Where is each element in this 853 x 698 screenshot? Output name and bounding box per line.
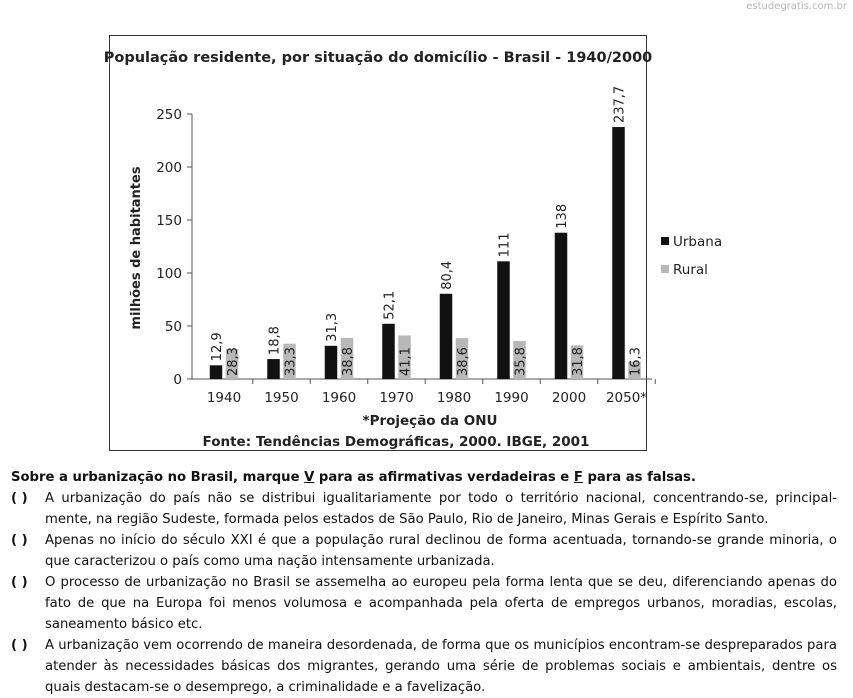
answer-blank-2[interactable]: ( ) [11, 533, 28, 548]
data-label-rural: 16,3 [628, 347, 644, 376]
x-tick-label: 1950 [264, 390, 299, 406]
x-tick-label: 2000 [551, 390, 587, 406]
data-label-urbana: 52,1 [382, 290, 398, 320]
title-part-1: Sobre a urbanização no Brasil, marque [11, 470, 305, 485]
title-v-letter: V [304, 470, 315, 485]
x-tick-label: 1980 [436, 390, 472, 406]
data-label-rural: 33,3 [283, 347, 299, 376]
y-tick-label: 100 [156, 266, 182, 282]
chart-source: Fonte: Tendências Demográficas, 2000. IBGE, 2001 [202, 434, 590, 450]
statement-1 [11, 488, 837, 530]
statement-3 [11, 572, 837, 635]
question-title [11, 467, 837, 488]
data-label-urbana: 18,8 [267, 326, 283, 356]
chart-figure [103, 35, 723, 451]
answer-blank-4[interactable]: ( ) [11, 638, 28, 653]
statement-text-2: Apenas no início do século XXI é que a população rural declinou de forma acentuada, tornando-se grande minoria, o que caracterizou o país como uma nação intensamente urbanizada. [45, 533, 837, 569]
y-tick-label: 200 [156, 160, 182, 176]
legend-label-rural: Rural [673, 262, 708, 278]
bar-urbana [440, 294, 453, 379]
bar-urbana [382, 324, 395, 379]
bar-urbana [612, 127, 625, 379]
legend-swatch-urbana [661, 237, 669, 245]
question-block [11, 467, 837, 698]
data-label-urbana: 31,3 [325, 312, 340, 342]
x-tick-label: 2050* [605, 390, 648, 406]
bar-urbana [555, 233, 568, 379]
data-label-urbana: 138 [555, 203, 570, 229]
data-label-urbana: 111 [497, 232, 513, 258]
y-tick-label: 0 [173, 372, 182, 388]
data-label-rural: 28,3 [226, 347, 241, 376]
statement-2 [11, 530, 837, 572]
y-tick-label: 250 [156, 107, 182, 123]
statement-4 [11, 635, 837, 698]
x-tick-label: 1990 [494, 390, 529, 406]
answer-blank-1[interactable]: ( ) [11, 491, 28, 506]
chart-title: População residente, por situação do domicílio - Brasil - 1940/2000 [103, 50, 653, 66]
statement-text-4: A urbanização vem ocorrendo de maneira desordenada, de forma que os municípios encontram-se despreparados para atender às necessidades básicas dos migrantes, gerando uma série de problemas sociais e ambientais, dentre os quais destacam-se o desemprego, a criminalidade e a favelização. [45, 638, 837, 695]
title-part-2: para as afirmativas verdadeiras e [314, 470, 574, 485]
data-label-urbana: 12,9 [210, 332, 225, 362]
data-label-rural: 41,1 [398, 347, 414, 376]
bar-urbana [497, 261, 510, 379]
bar-urbana [267, 359, 280, 379]
x-tick-label: 1960 [321, 390, 357, 406]
watermark: estudegratis.com.br [746, 1, 847, 12]
x-tick-label: 1940 [206, 390, 242, 406]
data-label-urbana: 80,4 [440, 260, 455, 290]
title-part-3: para as falsas. [582, 470, 696, 485]
legend-swatch-rural [661, 265, 669, 273]
y-tick-label: 50 [164, 319, 182, 335]
statement-text-1: A urbanização do país não se distribui igualitariamente por todo o território nacional, concentrando-se, principal-mente, na região Sudeste, formada pelos estados de São Paulo, Rio de Janeiro, Minas Gerais e Espírito Santo. [45, 491, 837, 527]
data-label-rural: 38,8 [341, 347, 356, 376]
title-f-letter: F [573, 470, 583, 485]
bar-urbana [210, 365, 223, 379]
y-axis-label: milhões de habitantes [129, 166, 144, 330]
data-label-rural: 31,8 [571, 347, 586, 376]
bar-urbana [325, 346, 338, 379]
data-label-urbana: 237,7 [612, 85, 628, 124]
y-tick-label: 150 [156, 213, 182, 229]
statement-text-3: O processo de urbanização no Brasil se assemelha ao europeu pela forma lenta que se deu, diferenciando apenas do fato de que na Europa foi menos volumosa e acompanhada pela oferta de empregos urbanos, moradias, escolas, saneamento básico etc. [45, 575, 837, 632]
data-label-rural: 38,6 [456, 347, 471, 376]
x-tick-label: 1970 [379, 390, 414, 406]
data-label-rural: 35,8 [513, 347, 529, 376]
legend-label-urbana: Urbana [673, 234, 723, 250]
answer-blank-3[interactable]: ( ) [11, 575, 28, 590]
bar-chart [103, 36, 723, 452]
chart-note: *Projeção da ONU [362, 413, 498, 429]
